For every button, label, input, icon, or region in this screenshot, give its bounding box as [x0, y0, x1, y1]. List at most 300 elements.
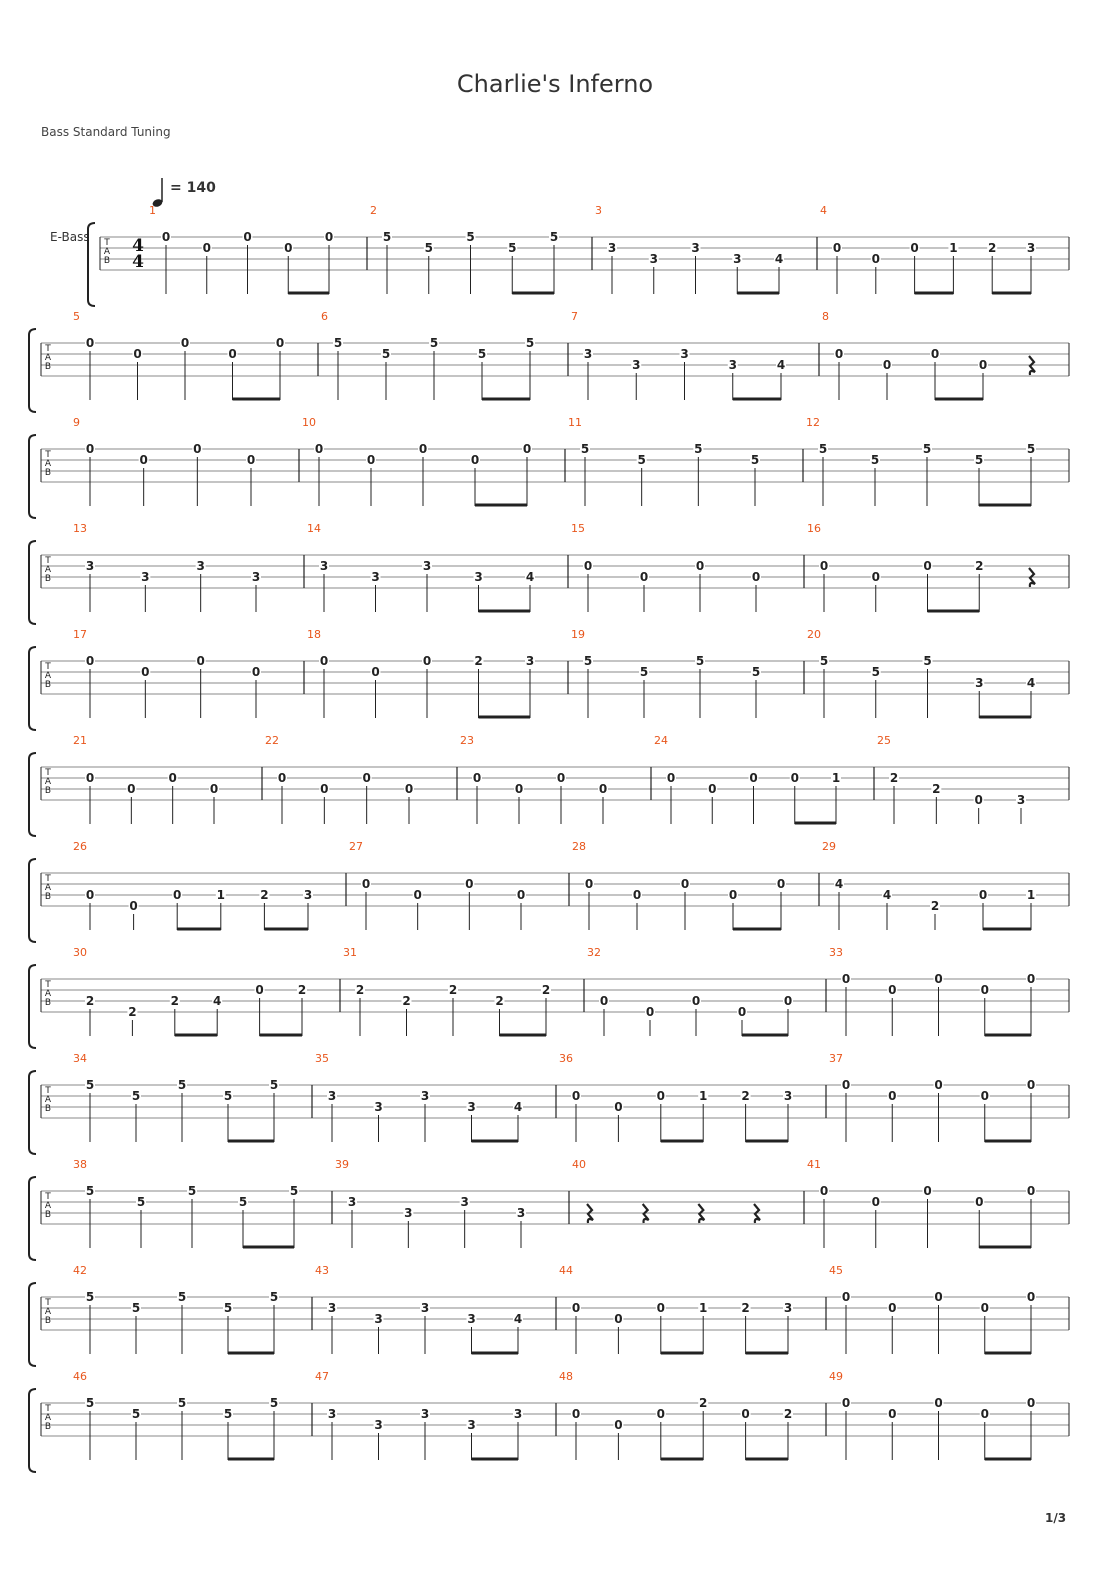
fret-number: 2 [741, 1301, 750, 1315]
measure-number: 40 [572, 1158, 586, 1171]
fret-number: 0 [978, 358, 988, 372]
fret-number: 3 [327, 1089, 337, 1103]
fret-number: 5 [818, 442, 828, 456]
measure-number: 18 [307, 628, 321, 641]
fret-number: 3 [733, 252, 742, 266]
fret-number: 0 [193, 442, 202, 456]
fret-number: 4 [525, 570, 535, 584]
system-bracket [29, 1283, 36, 1366]
fret-number: 5 [580, 442, 590, 456]
fret-number: 5 [238, 1195, 248, 1209]
fret-number: 3 [374, 1100, 383, 1114]
fret-number: 2 [541, 983, 551, 997]
fret-number: 0 [1026, 1078, 1036, 1092]
fret-number: 0 [522, 442, 532, 456]
measure-number: 17 [73, 628, 87, 641]
fret-number: 5 [333, 336, 343, 350]
fret-number: 3 [422, 559, 432, 573]
fret-number: 2 [448, 983, 458, 997]
fret-number: 0 [320, 782, 329, 796]
tab-clef-letter: B [44, 1104, 52, 1114]
fret-number: 0 [173, 888, 182, 902]
song-title: Charlie's Inferno [456, 70, 654, 98]
fret-number: 5 [85, 1078, 95, 1092]
fret-number: 0 [639, 570, 649, 584]
fret-number: 4 [776, 358, 786, 372]
measure-number: 39 [335, 1158, 349, 1171]
fret-number: 0 [980, 1407, 989, 1421]
tab-clef-letter: A [44, 353, 52, 363]
fret-number: 0 [556, 771, 566, 785]
measure-number: 35 [315, 1052, 329, 1065]
fret-number: 0 [841, 1078, 851, 1092]
measure-number: 2 [370, 204, 377, 217]
time-signature-denominator: 4 [132, 252, 144, 272]
tab-clef-letter: A [44, 883, 52, 893]
fret-number: 2 [355, 983, 365, 997]
fret-number: 5 [819, 654, 829, 668]
fret-number: 0 [413, 888, 422, 902]
measure-number: 4 [820, 204, 827, 217]
fret-number: 0 [728, 888, 738, 902]
measure-number: 34 [73, 1052, 87, 1065]
tab-clef-letter: T [45, 768, 51, 778]
tab-clef-letter: B [44, 1422, 52, 1432]
measure-number: 49 [829, 1370, 843, 1383]
system-bracket [29, 435, 36, 518]
tab-clef-letter: B [44, 680, 52, 690]
fret-number: 0 [404, 782, 414, 796]
system-bracket [88, 223, 95, 306]
fret-number: 5 [974, 453, 984, 467]
tab-clef-letter: A [44, 671, 52, 681]
fret-number: 5 [381, 347, 391, 361]
system-bracket [29, 1177, 36, 1260]
fret-number: 0 [656, 1089, 665, 1103]
fret-number: 0 [666, 771, 676, 785]
fret-number: 0 [418, 442, 428, 456]
tab-clef-letter: T [45, 1192, 51, 1202]
fret-number: 0 [790, 771, 799, 785]
measure-number: 3 [595, 204, 602, 217]
fret-number: 0 [180, 336, 190, 350]
fret-number: 3 [467, 1312, 476, 1326]
fret-number: 0 [361, 877, 371, 891]
fret-number: 2 [402, 994, 411, 1008]
fret-number: 0 [127, 782, 136, 796]
fret-number: 3 [649, 252, 658, 266]
tab-clef-letter: T [45, 450, 51, 460]
fret-number: 0 [584, 877, 594, 891]
fret-number: 3 [85, 559, 95, 573]
tab-clef-letter: A [44, 1413, 52, 1423]
measure-number: 10 [302, 416, 316, 429]
fret-number: 0 [980, 1301, 989, 1315]
fret-number: 1 [216, 888, 225, 902]
measure-number: 26 [73, 840, 87, 853]
measure-number: 31 [343, 946, 357, 959]
fret-number: 3 [460, 1195, 469, 1209]
tab-clef-letter: T [45, 1086, 51, 1096]
fret-number: 3 [975, 676, 984, 690]
fret-number: 3 [141, 570, 150, 584]
fret-number: 1 [699, 1089, 708, 1103]
fret-number: 0 [614, 1312, 623, 1326]
fret-number: 0 [598, 782, 608, 796]
fret-number: 0 [371, 665, 380, 679]
measure-number: 6 [321, 310, 328, 323]
fret-number: 0 [934, 1078, 943, 1092]
fret-number: 0 [133, 347, 142, 361]
tab-clef-letter: T [45, 662, 51, 672]
fret-number: 0 [277, 771, 287, 785]
fret-number: 0 [422, 654, 432, 668]
fret-number: 3 [1016, 793, 1026, 807]
tab-clef-letter: A [44, 565, 52, 575]
fret-number: 3 [474, 570, 483, 584]
fret-number: 0 [819, 1184, 829, 1198]
fret-number: 0 [1026, 1396, 1036, 1410]
tab-clef-letter: A [44, 1201, 52, 1211]
fret-number: 5 [85, 1290, 95, 1304]
measure-number: 37 [829, 1052, 843, 1065]
measure-number: 38 [73, 1158, 87, 1171]
tab-clef-letter: B [44, 1210, 52, 1220]
measure-number: 43 [315, 1264, 329, 1277]
measure-number: 24 [654, 734, 668, 747]
fret-number: 2 [932, 782, 941, 796]
fret-number: 0 [975, 1195, 984, 1209]
fret-number: 0 [243, 230, 252, 244]
tab-clef-letter: A [44, 989, 52, 999]
fret-number: 5 [131, 1407, 141, 1421]
fret-number: 3 [467, 1418, 476, 1432]
fret-number: 5 [870, 453, 880, 467]
tab-clef-letter: B [44, 574, 52, 584]
tab-clef-letter: A [44, 459, 52, 469]
fret-number: 0 [749, 771, 758, 785]
fret-number: 5 [289, 1184, 299, 1198]
fret-number: 5 [508, 241, 517, 255]
fret-number: 4 [834, 877, 844, 891]
measure-number: 22 [265, 734, 279, 747]
fret-number: 3 [319, 559, 329, 573]
measure-number: 1 [149, 204, 156, 217]
fret-number: 3 [728, 358, 737, 372]
fret-number: 0 [934, 972, 943, 986]
system-bracket [29, 753, 36, 836]
fret-number: 0 [832, 241, 842, 255]
fret-number: 5 [177, 1290, 187, 1304]
tab-clef-letter: B [103, 256, 111, 266]
system-bracket [29, 859, 36, 942]
fret-number: 0 [139, 453, 148, 467]
fret-number: 3 [583, 347, 593, 361]
fret-number: 0 [324, 230, 334, 244]
fret-number: 3 [374, 1418, 383, 1432]
fret-number: 0 [632, 888, 642, 902]
fret-number: 0 [923, 1184, 932, 1198]
fret-number: 0 [571, 1301, 581, 1315]
fret-number: 5 [429, 336, 439, 350]
fret-number: 0 [980, 1089, 989, 1103]
fret-number: 5 [269, 1078, 279, 1092]
fret-number: 0 [741, 1407, 750, 1421]
measure-number: 25 [877, 734, 891, 747]
tempo-value: = 140 [170, 180, 216, 196]
fret-number: 2 [930, 899, 940, 913]
fret-number: 0 [366, 453, 376, 467]
fret-number: 0 [85, 654, 95, 668]
fret-number: 0 [168, 771, 177, 785]
fret-number: 0 [1026, 1290, 1036, 1304]
measure-number: 14 [307, 522, 321, 535]
fret-number: 0 [888, 1407, 897, 1421]
fret-number: 5 [637, 453, 646, 467]
measure-number: 48 [559, 1370, 573, 1383]
page-number: 1/3 [1045, 1511, 1067, 1525]
fret-number: 5 [466, 230, 475, 244]
fret-number: 3 [374, 1312, 383, 1326]
fret-number: 0 [695, 559, 705, 573]
fret-number: 5 [187, 1184, 197, 1198]
fret-number: 0 [209, 782, 219, 796]
fret-number: 0 [882, 358, 892, 372]
fret-number: 0 [737, 1005, 747, 1019]
fret-number: 0 [841, 1396, 851, 1410]
fret-number: 0 [934, 1290, 943, 1304]
fret-number: 0 [841, 972, 851, 986]
fret-number: 5 [923, 654, 932, 668]
measure-number: 33 [829, 946, 843, 959]
fret-number: 0 [1026, 1184, 1036, 1198]
fret-number: 3 [783, 1089, 793, 1103]
fret-number: 3 [525, 654, 535, 668]
instrument-label: E-Bass [50, 230, 90, 244]
measure-number: 32 [587, 946, 601, 959]
fret-number: 5 [223, 1407, 233, 1421]
fret-number: 0 [888, 1089, 897, 1103]
fret-number: 0 [470, 453, 480, 467]
fret-number: 0 [645, 1005, 655, 1019]
fret-number: 0 [614, 1100, 623, 1114]
tuning-label: Bass Standard Tuning [41, 125, 171, 139]
fret-number: 5 [177, 1078, 187, 1092]
tab-clef-letter: B [44, 998, 52, 1008]
fret-number: 2 [128, 1005, 137, 1019]
system-bracket [29, 965, 36, 1048]
fret-number: 3 [420, 1407, 430, 1421]
measure-number: 5 [73, 310, 80, 323]
system-bracket [29, 329, 36, 412]
fret-number: 0 [571, 1089, 581, 1103]
tab-clef-letter: T [45, 1404, 51, 1414]
tab-clef-letter: A [44, 777, 52, 787]
system-bracket [29, 1389, 36, 1472]
tab-clef-letter: B [44, 892, 52, 902]
fret-number: 0 [85, 888, 95, 902]
fret-number: 5 [269, 1396, 279, 1410]
measure-number: 27 [349, 840, 363, 853]
fret-number: 3 [516, 1206, 526, 1220]
fret-number: 0 [465, 877, 474, 891]
system-bracket [29, 647, 36, 730]
measure-number: 45 [829, 1264, 843, 1277]
fret-number: 2 [783, 1407, 793, 1421]
fret-number: 5 [639, 665, 649, 679]
fret-number: 4 [774, 252, 784, 266]
fret-number: 5 [695, 654, 705, 668]
measure-number: 47 [315, 1370, 329, 1383]
measure-number: 8 [822, 310, 829, 323]
fret-number: 0 [834, 347, 844, 361]
fret-number: 0 [514, 782, 524, 796]
fret-number: 0 [691, 994, 701, 1008]
fret-number: 5 [177, 1396, 187, 1410]
fret-number: 0 [656, 1407, 665, 1421]
fret-number: 5 [751, 665, 761, 679]
tab-clef-letter: A [103, 247, 111, 257]
fret-number: 2 [741, 1089, 750, 1103]
measure-number: 13 [73, 522, 87, 535]
fret-number: 2 [474, 654, 483, 668]
fret-number: 5 [136, 1195, 146, 1209]
fret-number: 0 [85, 336, 95, 350]
fret-number: 3 [327, 1407, 337, 1421]
fret-number: 3 [607, 241, 617, 255]
fret-number: 2 [85, 994, 95, 1008]
measure-number: 23 [460, 734, 474, 747]
fret-number: 3 [680, 347, 689, 361]
fret-number: 0 [708, 782, 717, 796]
fret-number: 0 [196, 654, 205, 668]
fret-number: 3 [251, 570, 261, 584]
fret-number: 5 [85, 1184, 95, 1198]
fret-number: 1 [831, 771, 841, 785]
fret-number: 0 [1026, 972, 1036, 986]
fret-number: 4 [882, 888, 892, 902]
fret-number: 0 [571, 1407, 581, 1421]
fret-number: 0 [284, 241, 293, 255]
fret-number: 0 [85, 442, 95, 456]
fret-number: 0 [161, 230, 171, 244]
fret-number: 0 [871, 252, 880, 266]
tab-clef-letter: A [44, 1307, 52, 1317]
fret-number: 0 [614, 1418, 623, 1432]
fret-number: 0 [871, 570, 880, 584]
fret-number: 5 [922, 442, 932, 456]
fret-number: 3 [347, 1195, 357, 1209]
fret-number: 3 [467, 1100, 476, 1114]
measure-number: 15 [571, 522, 585, 535]
fret-number: 2 [297, 983, 307, 997]
fret-number: 4 [513, 1100, 523, 1114]
fret-number: 0 [255, 983, 264, 997]
fret-number: 0 [783, 994, 793, 1008]
fret-number: 0 [319, 654, 329, 668]
tab-clef-letter: T [45, 556, 51, 566]
fret-number: 0 [980, 983, 989, 997]
tab-clef-letter: A [44, 1095, 52, 1105]
measure-number: 46 [73, 1370, 87, 1383]
measure-number: 11 [568, 416, 582, 429]
fret-number: 3 [783, 1301, 793, 1315]
fret-number: 0 [275, 336, 285, 350]
measure-number: 21 [73, 734, 87, 747]
measure-number: 7 [571, 310, 578, 323]
fret-number: 0 [923, 559, 932, 573]
fret-number: 5 [871, 665, 880, 679]
fret-number: 0 [583, 559, 593, 573]
measure-number: 29 [822, 840, 836, 853]
fret-number: 2 [988, 241, 997, 255]
fret-number: 4 [213, 994, 222, 1008]
fret-number: 0 [751, 570, 761, 584]
fret-number: 0 [776, 877, 786, 891]
measure-number: 44 [559, 1264, 573, 1277]
fret-number: 5 [694, 442, 703, 456]
fret-number: 5 [269, 1290, 279, 1304]
measure-number: 30 [73, 946, 87, 959]
fret-number: 3 [632, 358, 641, 372]
system-bracket [29, 541, 36, 624]
fret-number: 1 [1026, 888, 1036, 902]
tab-clef-letter: B [44, 786, 52, 796]
fret-number: 3 [327, 1301, 337, 1315]
fret-number: 2 [495, 994, 504, 1008]
fret-number: 0 [910, 241, 919, 255]
fret-number: 5 [85, 1396, 95, 1410]
fret-number: 5 [549, 230, 559, 244]
fret-number: 2 [170, 994, 179, 1008]
fret-number: 0 [978, 888, 988, 902]
measure-number: 36 [559, 1052, 573, 1065]
fret-number: 0 [934, 1396, 943, 1410]
fret-number: 5 [223, 1301, 233, 1315]
fret-number: 0 [841, 1290, 851, 1304]
fret-number: 0 [129, 899, 138, 913]
fret-number: 0 [680, 877, 690, 891]
fret-number: 0 [362, 771, 371, 785]
measure-number: 16 [807, 522, 821, 535]
fret-number: 0 [974, 793, 983, 807]
fret-number: 0 [656, 1301, 665, 1315]
fret-number: 0 [85, 771, 95, 785]
fret-number: 0 [888, 983, 897, 997]
fret-number: 3 [513, 1407, 523, 1421]
fret-number: 5 [1026, 442, 1036, 456]
tab-clef-letter: B [44, 1316, 52, 1326]
fret-number: 5 [525, 336, 535, 350]
tab-clef-letter: B [44, 468, 52, 478]
fret-number: 4 [1026, 676, 1036, 690]
fret-number: 0 [871, 1195, 880, 1209]
tab-clef-letter: B [44, 362, 52, 372]
fret-number: 5 [131, 1089, 141, 1103]
fret-number: 0 [251, 665, 261, 679]
measure-number: 19 [571, 628, 585, 641]
fret-number: 0 [246, 453, 256, 467]
fret-number: 2 [889, 771, 899, 785]
fret-number: 3 [1026, 241, 1036, 255]
fret-number: 3 [420, 1089, 430, 1103]
fret-number: 4 [513, 1312, 523, 1326]
tab-clef-letter: T [45, 344, 51, 354]
fret-number: 5 [477, 347, 487, 361]
fret-number: 5 [131, 1301, 141, 1315]
fret-number: 5 [424, 241, 433, 255]
fret-number: 0 [819, 559, 829, 573]
